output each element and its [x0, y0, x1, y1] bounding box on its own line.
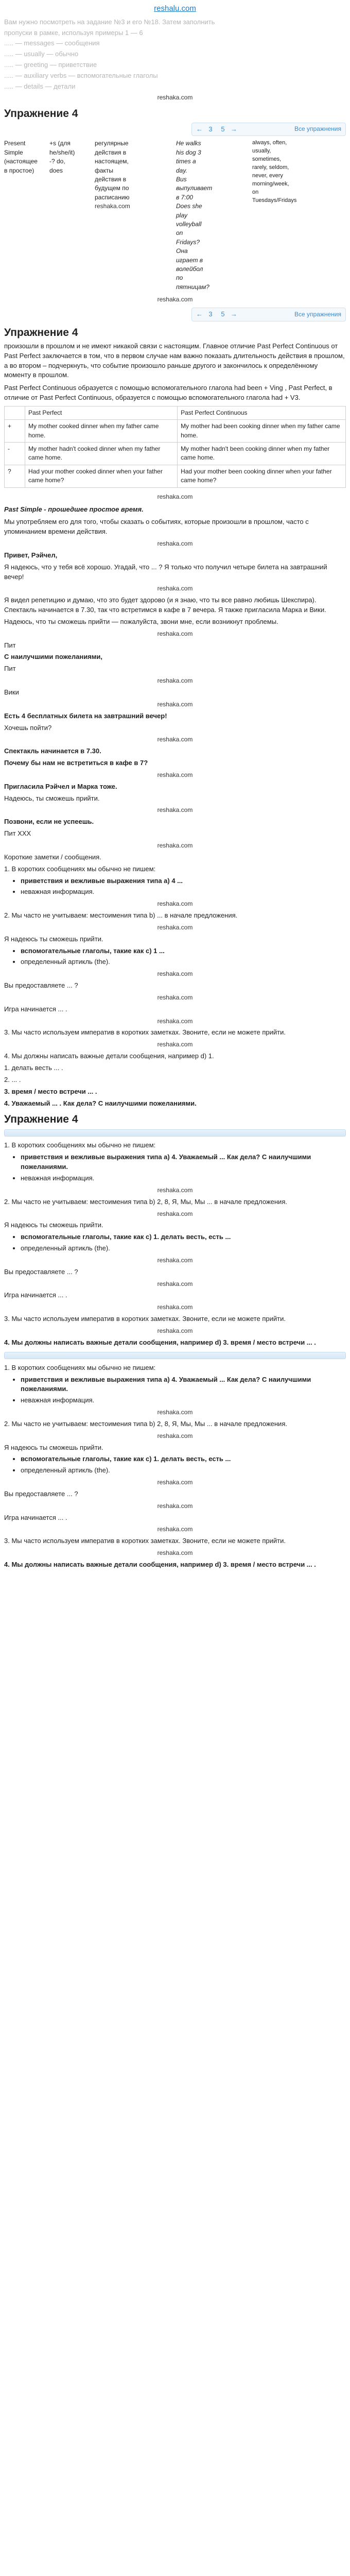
body-line: Привет, Рэйчел,: [4, 551, 58, 559]
form-col: +s (для he/she/it) -? do, does: [49, 140, 75, 174]
prev-exercise-link[interactable]: 3: [208, 125, 213, 133]
next-exercise-link[interactable]: 5: [221, 125, 225, 133]
rules-block-2: [4, 1141, 346, 1347]
present-simple-block: [4, 139, 346, 292]
body-line: 2. Мы часто не учитываем: местоимения типа b) 2, 8, Я, Мы, Мы ... в начале предложения.: [4, 1197, 287, 1206]
prev-arrow-icon[interactable]: ←: [196, 310, 203, 318]
list-item: • определенный артикль (the).: [21, 1244, 346, 1253]
faded-line: ..... — auxiliary verbs — вспомогательные глаголы: [4, 71, 158, 79]
watermark: reshaka.com: [157, 1479, 193, 1486]
table-header-cell: [5, 406, 25, 419]
table-header-row: [5, 406, 346, 419]
markers-col: always, often, usually, sometimes, rarely, seldom, never, every morning/week, on Tuesdays/Fridays: [252, 140, 297, 204]
body-line: Я видел репетицию и думаю, что это будет здорово (и я знаю, что ты все равно любишь Шекспира). Спектакль начинается в 7.30, так что встретимся в кафе в 7 вечера. Я также пригласила Марка и Вики.: [4, 596, 326, 614]
rules-list: [21, 1232, 346, 1253]
watermark: reshaka.com: [157, 806, 193, 814]
table-header-cell: Past Perfect Continuous: [178, 406, 346, 419]
watermark: reshaka.com: [157, 296, 193, 303]
body-line: 3. Мы часто используем императив в коротких заметках. Звоните, если не можете прийти.: [4, 1028, 286, 1037]
table-cell: -: [5, 443, 25, 465]
exercise-title-2: Упражнение 4: [4, 326, 78, 338]
body-line: 1. В коротких сообщениях мы обычно не пишем:: [4, 1141, 156, 1149]
watermark: reshaka.com: [157, 900, 193, 908]
watermark: reshaka.com: [157, 540, 193, 548]
watermark: reshaka.com: [157, 1303, 193, 1311]
body-line: 4. Мы должны написать важные детали сообщения, например d) 3. время / место встречи ... .: [4, 1338, 316, 1346]
rules-block-3: [4, 1363, 346, 1570]
body-line: 4. Мы должны написать важные детали сообщения, например d) 1.: [4, 1052, 214, 1060]
body-line: 4. Уважаемый ... . Как дела? С наилучшими пожеланиями.: [4, 1099, 197, 1107]
watermark: reshaka.com: [157, 1549, 193, 1557]
watermark: reshaka.com: [157, 1526, 193, 1533]
body-line: Короткие заметки / сообщения.: [4, 853, 101, 861]
rules-list: [21, 1375, 346, 1406]
body-line: Вы предоставляете ... ?: [4, 981, 78, 990]
body-line: Спектакль начинается в 7.30.: [4, 747, 101, 755]
list-item: • неважная информация.: [21, 887, 346, 897]
body-line: Игра начинается ... .: [4, 1291, 67, 1299]
divider-bar: [4, 1129, 346, 1137]
body-line: Пригласила Рэйчел и Марка тоже.: [4, 782, 117, 790]
rules-block-1: [4, 876, 346, 1109]
list-item: • неважная информация.: [21, 1396, 346, 1405]
next-arrow-icon[interactable]: →: [231, 310, 237, 318]
email-section: [4, 517, 346, 874]
watermark: reshaka.com: [157, 700, 193, 708]
list-item: • приветствия и вежливые выражения типа a) 4 ...: [21, 876, 346, 886]
body-line: 4. Мы должны написать важные детали сообщения, например d) 3. время / место встречи ... .: [4, 1561, 316, 1568]
body-line: 3. Мы часто используем императив в коротких заметках. Звоните, если не можете прийти.: [4, 1537, 286, 1545]
exercise-title: Упражнение 4: [4, 107, 78, 120]
prev-arrow-icon[interactable]: ←: [196, 125, 203, 133]
example-col: He walks his dog 3 times a day. Bus выпуливает в 7:00 Does she play volleyball on Fridays? Она играет в волейбол по пятницам?: [176, 140, 213, 291]
watermark: reshaka.com: [157, 1041, 193, 1048]
body-line: Хочешь пойти?: [4, 723, 52, 732]
body-line: 2. Мы часто не учитываем: местоимения типа b) ... в начале предложения.: [4, 911, 238, 920]
watermark: reshaka.com: [157, 736, 193, 743]
intro-faded: [4, 18, 346, 92]
all-exercises-link[interactable]: Все упражнения: [294, 310, 341, 318]
exercise-nav-2: [191, 308, 346, 321]
list-item: • определенный артикль (the).: [21, 1466, 346, 1476]
list-item: • неважная информация.: [21, 1174, 346, 1183]
body-line: Вики: [4, 688, 19, 696]
body-line: Я надеюсь ты сможешь прийти.: [4, 935, 103, 943]
faded-line: ..... — messages — сообщения: [4, 39, 100, 47]
body-line: Вы предоставляете ... ?: [4, 1489, 78, 1498]
exercise-title-3: Упражнение 4: [4, 1113, 78, 1126]
table-row: [5, 443, 346, 465]
intro-paragraph-1: произошли в прошлом и не имеют никакой связи с настоящим. Главное отличие Past Perfect Continuous от Past Perfect заключается в том, что в первом случае нам важно показать длительность действия в прошлом, а во втором – подчеркнуть, что событие произошло раньше другого и закончилось к определённому моменту в прошлом.: [4, 342, 345, 379]
table-cell: Had your mother been cooking dinner when your father came home?: [178, 465, 346, 487]
body-line: 3. время / место встречи ... .: [4, 1087, 97, 1095]
watermark: reshaka.com: [157, 677, 193, 685]
rules-list: [21, 1153, 346, 1183]
tense-name-col: Present Simple (настоящее в простое): [4, 140, 38, 174]
body-line: Пит XXX: [4, 829, 31, 838]
table-cell: My mother had been cooking dinner when my father came home.: [178, 420, 346, 443]
body-line: 1. В коротких сообщениях мы обычно не пишем:: [4, 865, 156, 873]
watermark: reshaka.com: [157, 771, 193, 778]
list-item: • приветствия и вежливые выражения типа a) 4. Уважаемый ... Как дела? С наилучшими пожеланиями.: [21, 1153, 346, 1172]
next-arrow-icon[interactable]: →: [231, 125, 237, 133]
watermark: reshaka.com: [157, 585, 193, 592]
body-line: Пит: [4, 641, 16, 649]
watermark: reshaka.com: [157, 841, 193, 849]
watermark: reshaka.com: [157, 493, 193, 500]
body-line: Вы предоставляете ... ?: [4, 1267, 78, 1276]
watermark: reshaka.com: [157, 1256, 193, 1264]
watermark: reshaka.com: [157, 1186, 193, 1194]
watermark: reshaka.com: [157, 1017, 193, 1025]
usage-col: регулярные действия в настоящем, факты действия в будущем по расписанию reshaka.com: [95, 139, 172, 292]
body-line: 2. ... .: [4, 1075, 21, 1083]
all-exercises-link[interactable]: Все упражнения: [294, 125, 341, 133]
rules-list: [21, 1454, 346, 1476]
body-line: Я надеюсь, что у тебя всё хорошо. Угадай, что ... ? Я только что получил четыре билета на завтрашний вечер!: [4, 563, 327, 581]
body-line: 2. Мы часто не учитываем: местоимения типа b) 2, 8, Я, Мы, Мы ... в начале предложения.: [4, 1419, 287, 1428]
watermark: reshaka.com: [157, 993, 193, 1001]
watermark: reshaka.com: [157, 1210, 193, 1217]
body-line: Почему бы нам не встретиться в кафе в 7?: [4, 759, 148, 767]
body-line: Игра начинается ... .: [4, 1513, 67, 1521]
table-row: [5, 420, 346, 443]
watermark: reshaka.com: [157, 1502, 193, 1510]
table-cell: My mother hadn't cooked dinner when my father came home.: [25, 443, 178, 465]
watermark: reshaka.com: [157, 1280, 193, 1287]
watermark: reshaka.com: [157, 1327, 193, 1334]
tense-compare-table: [4, 406, 346, 488]
site-link[interactable]: reshalu.com: [154, 4, 196, 13]
body-line: Я надеюсь ты сможешь прийти.: [4, 1443, 103, 1451]
divider-bar: [4, 1352, 346, 1359]
watermark: reshaka.com: [157, 923, 193, 931]
body-line: Есть 4 бесплатных билета на завтрашний вечер!: [4, 711, 167, 720]
rules-list: [21, 876, 346, 897]
rules-list: [21, 946, 346, 968]
past-simple-title: Past Simple - прошедшее простое время.: [4, 505, 144, 513]
watermark: reshaka.com: [95, 202, 130, 210]
body-line: 1. делать весть ... .: [4, 1064, 63, 1072]
body-line: Игра начинается ... .: [4, 1005, 67, 1013]
table-row: [5, 465, 346, 487]
prev-exercise-link[interactable]: 3: [208, 310, 213, 318]
body-line: Позвони, если не успеешь.: [4, 818, 94, 826]
next-exercise-link[interactable]: 5: [221, 310, 225, 318]
table-cell: Had your mother cooked dinner when your father came home?: [25, 465, 178, 487]
body-line: С наилучшими пожеланиями,: [4, 653, 103, 661]
watermark: reshaka.com: [157, 630, 193, 637]
body-line: 3. Мы часто используем императив в коротких заметках. Звоните, если не можете прийти.: [4, 1315, 286, 1323]
watermark: reshaka.com: [157, 1409, 193, 1416]
table-cell: My mother cooked dinner when my father came home.: [25, 420, 178, 443]
faded-line: ..... — details — детали: [4, 82, 76, 90]
body-line: Надеюсь, ты сможешь прийти.: [4, 794, 100, 802]
faded-line: ..... — usually — обычно: [4, 50, 79, 58]
watermark: reshaka.com: [157, 970, 193, 978]
body-line: 1. В коротких сообщениях мы обычно не пишем:: [4, 1363, 156, 1371]
watermark: reshaka.com: [157, 93, 193, 101]
body-line: Пит: [4, 665, 16, 673]
body-line: Мы употребляем его для того, чтобы сказать о событиях, которые произошли в прошлом, часто с упоминанием времени действия.: [4, 518, 309, 536]
watermark: reshaka.com: [157, 1432, 193, 1439]
faded-line: Вам нужно посмотреть на задание №3 и его №18. Затем заполнить: [4, 18, 215, 26]
list-item: • вспомогательные глаголы, такие как c) 1 ...: [21, 946, 346, 956]
list-item: • вспомогательные глаголы, такие как c) 1. делать весть, есть ...: [21, 1232, 346, 1242]
table-header-cell: Past Perfect: [25, 406, 178, 419]
list-item: • определенный артикль (the).: [21, 957, 346, 967]
body-line: Я надеюсь ты сможешь прийти.: [4, 1221, 103, 1229]
table-cell: ?: [5, 465, 25, 487]
table-cell: My mother hadn't been cooking dinner when my father came home.: [178, 443, 346, 465]
list-item: • вспомогательные глаголы, такие как c) 1. делать весть, есть ...: [21, 1454, 346, 1464]
exercise-nav: [191, 123, 346, 137]
faded-line: пропуски в рамке, используя примеры 1 — 6: [4, 28, 143, 37]
intro-paragraph-2: Past Perfect Continuous образуется с помощью вспомогательного глагола had been + Ving , Past Perfect, в отличие от Past Perfect Continuous, образуется с помощью вспомогательного глагола had + V3.: [4, 384, 332, 402]
faded-line: ..... — greeting — приветствие: [4, 61, 97, 69]
list-item: • приветствия и вежливые выражения типа a) 4. Уважаемый ... Как дела? С наилучшими пожеланиями.: [21, 1375, 346, 1395]
body-line: Надеюсь, что ты сможешь прийти — пожалуйста, звони мне, если возникнут проблемы.: [4, 617, 278, 625]
table-cell: +: [5, 420, 25, 443]
